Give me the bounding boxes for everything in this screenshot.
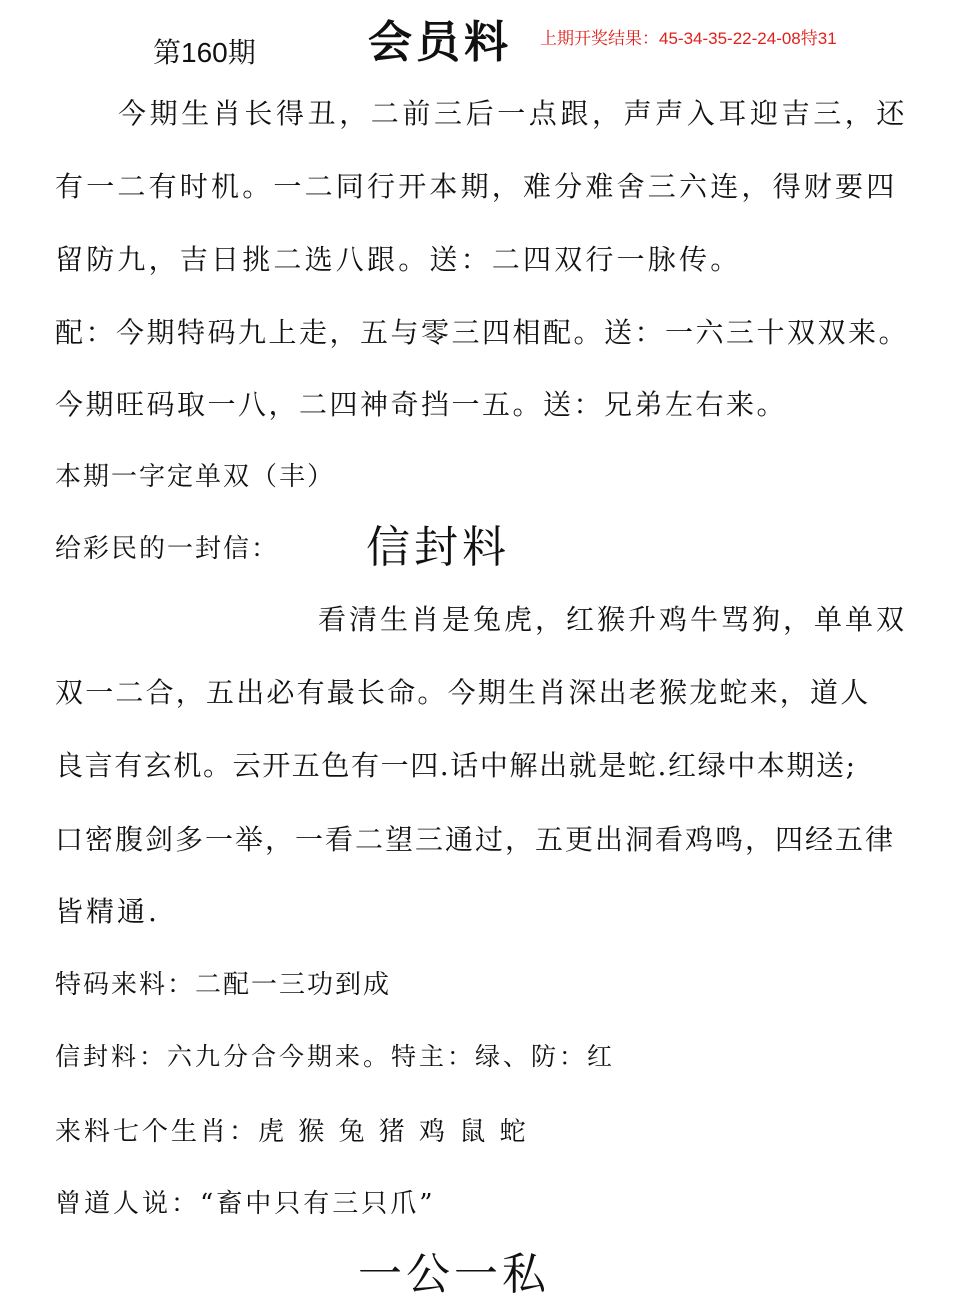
issue-number: 第160期 [153, 37, 256, 68]
zodiac-line: 来料七个生肖：虎 猴 兔 猪 鸡 鼠 蛇 [55, 1117, 529, 1147]
letter-line: 口密腹剑多一举，一看二望三通过，五更出洞看鸡鸣，四经五律 [55, 823, 896, 856]
letter-line: 皆精通. [55, 895, 160, 928]
footer-title: 一公一私 [358, 1249, 550, 1300]
letter-title: 信封料 [366, 522, 510, 573]
poem-line: 有一二有时机。一二同行开本期，难分难舍三六连，得财要四 [55, 170, 898, 203]
letter-line: 良言有玄机。云开五色有一四.话中解出就是蛇.红绿中本期送; [55, 749, 857, 782]
poem-line: 留防九，吉日挑二选八跟。送：二四双行一脉传。 [55, 243, 742, 276]
page-title: 会员料 [368, 17, 512, 68]
last-draw-result: 上期开奖结果：45-34-35-22-24-08特31 [540, 29, 837, 48]
poem-line: 今期生肖长得丑，二前三后一点跟，声声入耳迎吉三，还 [118, 97, 909, 130]
wang-line: 今期旺码取一八，二四神奇挡一五。送：兄弟左右来。 [55, 388, 788, 421]
pei-line: 配：今期特码九上走，五与零三四相配。送：一六三十双双来。 [55, 316, 910, 349]
danshuang-line: 本期一字定单双（丰） [55, 462, 336, 492]
daoren-line: 曾道人说：“畜中只有三只爪” [55, 1189, 436, 1219]
letter-line: 双一二合，五出必有最长命。今期生肖深出老猴龙蛇来，道人 [55, 676, 871, 709]
xinfeng-line: 信封料：六九分合今期来。特主：绿、防：红 [55, 1042, 616, 1071]
tema-line: 特码来料：二配一三功到成 [55, 970, 392, 1000]
letter-line: 看清生肖是兔虎，红猴升鸡牛骂狗，单单双 [318, 603, 908, 636]
letter-intro: 给彩民的一封信： [55, 534, 280, 564]
